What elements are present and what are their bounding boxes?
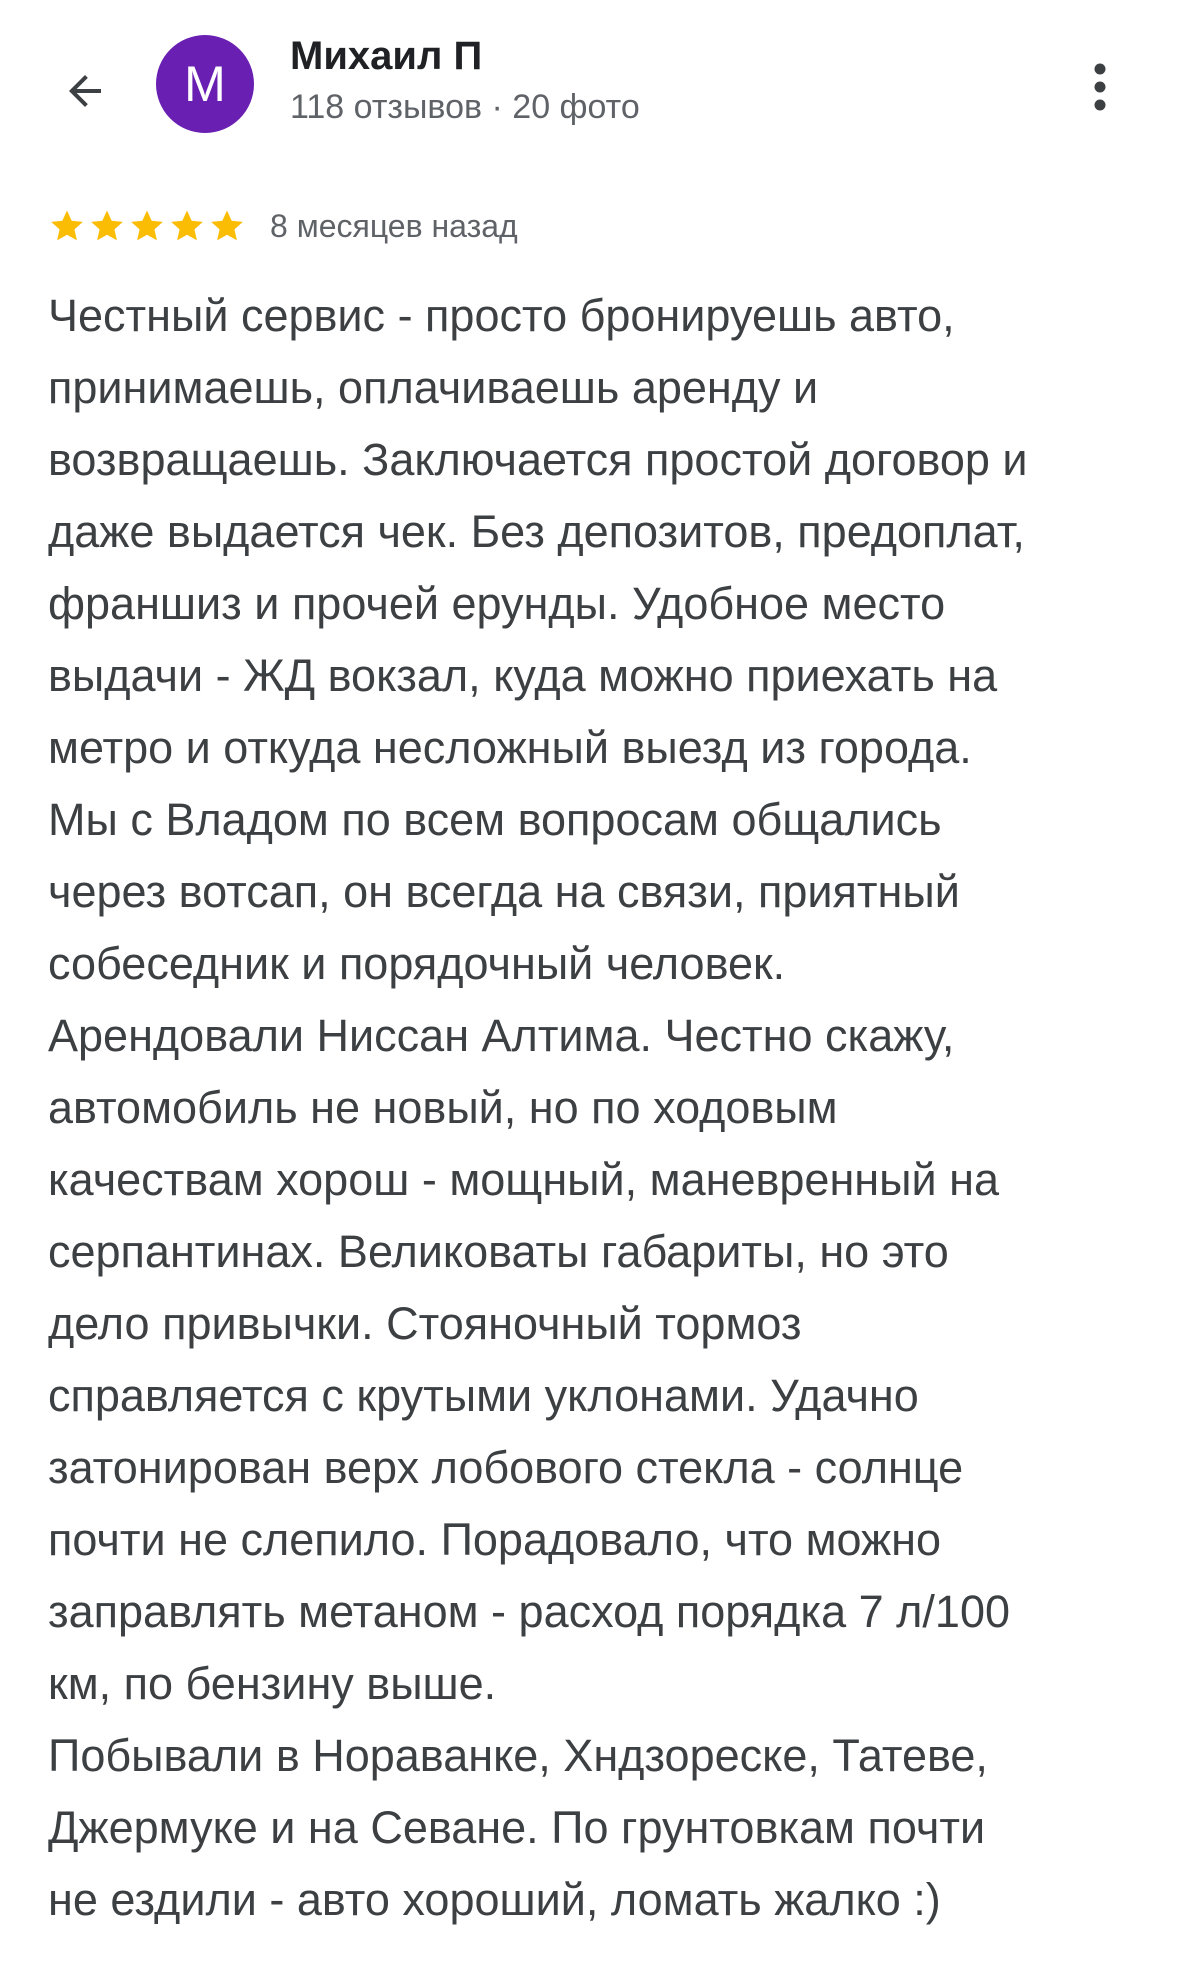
more-options-button[interactable]	[1070, 52, 1130, 122]
review-line: выдачи - ЖД вокзал, куда можно приехать на	[48, 650, 998, 701]
reviewer-name[interactable]: Михаил П	[290, 34, 483, 78]
review-line: не ездили - авто хороший, ломать жалко :)	[48, 1874, 941, 1925]
star-icon	[88, 207, 126, 245]
review-line: заправлять метаном - расход порядка 7 л/100	[48, 1586, 1011, 1637]
review-line: Побывали в Нораванке, Хндзореске, Татеве,	[48, 1730, 988, 1781]
review-line: возвращаешь. Заключается простой договор и	[48, 434, 1028, 485]
review-line: через вотсап, он всегда на связи, приятный	[48, 866, 960, 917]
more-vertical-icon	[1093, 62, 1107, 112]
reviewer-stats: 118 отзывов · 20 фото	[290, 88, 640, 126]
review-time: 8 месяцев назад	[270, 207, 518, 244]
review-line: Мы с Владом по всем вопросам общались	[48, 794, 942, 845]
review-line: км, по бензину выше.	[48, 1658, 497, 1709]
review-line: принимаешь, оплачиваешь аренду и	[48, 362, 819, 413]
rating-row	[48, 200, 518, 252]
review-text	[48, 280, 1148, 1936]
review-line: Арендовали Ниссан Алтима. Честно скажу,	[48, 1010, 955, 1061]
review-line: даже выдается чек. Без депозитов, предоплат,	[48, 506, 1025, 557]
star-icon	[168, 207, 206, 245]
review-line: франшиз и прочей ерунды. Удобное место	[48, 578, 946, 629]
back-button[interactable]	[50, 56, 120, 126]
review-line: качествам хорош - мощный, маневренный на	[48, 1154, 1000, 1205]
star-rating	[48, 207, 246, 245]
arrow-back-icon	[61, 67, 109, 115]
review-line: серпантинах. Великоваты габариты, но это	[48, 1226, 949, 1277]
star-icon	[128, 207, 166, 245]
star-icon	[48, 207, 86, 245]
review-line: почти не слепило. Порадовало, что можно	[48, 1514, 942, 1565]
review-line: затонирован верх лобового стекла - солнце	[48, 1442, 964, 1493]
review-line: метро и откуда несложный выезд из города.	[48, 722, 972, 773]
avatar[interactable]: М	[156, 35, 254, 133]
review-line: Честный сервис - просто бронируешь авто,	[48, 290, 955, 341]
review-line: собеседник и порядочный человек.	[48, 938, 786, 989]
review-header	[0, 0, 1179, 170]
review-line: автомобиль не новый, но по ходовым	[48, 1082, 838, 1133]
review-line: дело привычки. Стояночный тормоз	[48, 1298, 802, 1349]
review-line: справляется с крутыми уклонами. Удачно	[48, 1370, 919, 1421]
review-line: Джермуке и на Севане. По грунтовкам почти	[48, 1802, 986, 1853]
star-icon	[208, 207, 246, 245]
